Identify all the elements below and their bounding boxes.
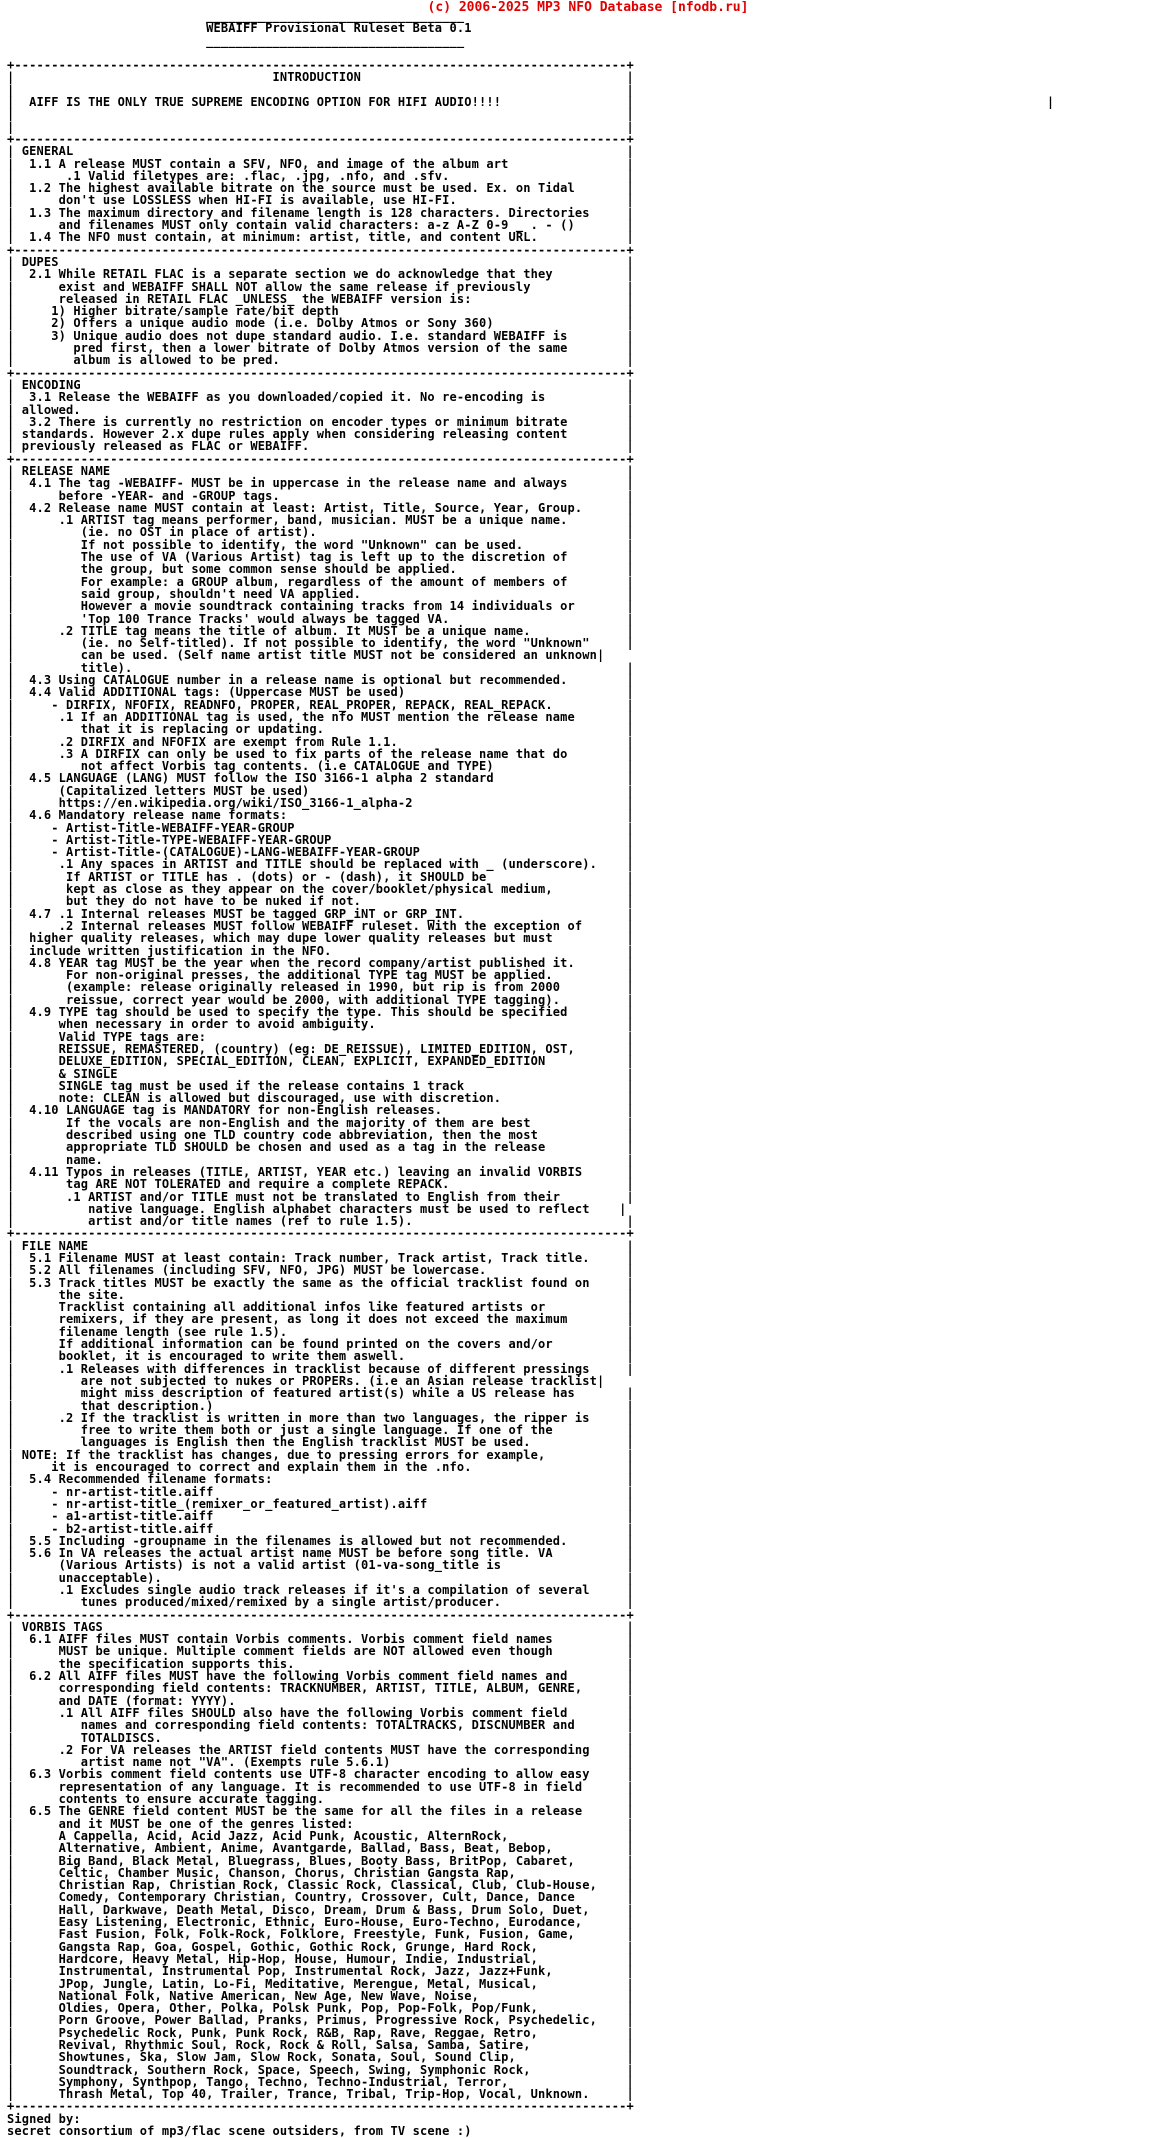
nfo-line: | GENERAL |	[7, 144, 634, 159]
nfo-line: | MUST be unique. Multiple comment fields are NOT allowed even though |	[7, 1644, 634, 1659]
nfo-line: +-----------------------------------------------------------------------------------+	[7, 451, 634, 466]
nfo-line: | Porn Groove, Power Ballad, Pranks, Primus, Progressive Rock, Psychedelic, |	[7, 2013, 634, 2028]
nfo-line: | kept as close as they appear on the cover/booklet/physical medium, |	[7, 882, 634, 897]
nfo-line: | that description.) |	[7, 1398, 634, 1413]
nfo-line: | previously released as FLAC or WEBAIFF. |	[7, 439, 634, 454]
nfo-line: | higher quality releases, which may dupe lower quality releases but must |	[7, 931, 634, 946]
nfo-line: | .1 Excludes single audio track releases if it's a compilation of several |	[7, 1583, 634, 1597]
nfo-line: | DUPES |	[7, 254, 634, 269]
nfo-line: +-----------------------------------------------------------------------------------+	[7, 1226, 634, 1241]
nfo-document	[7, 10, 1054, 2137]
nfo-line: | .2 TITLE tag means the title of album. It MUST be a unique name. |	[7, 623, 634, 638]
nfo-line: | 2.1 While RETAIL FLAC is a separate section we do acknowledge that they |	[7, 267, 634, 282]
nfo-line: | artist name not "VA". (Exempts rule 5.6.1) |	[7, 1755, 634, 1770]
nfo-line: +-----------------------------------------------------------------------------------+	[7, 1607, 634, 1622]
nfo-line: | Oldies, Opera, Other, Polka, Polsk Punk, Pop, Pop-Folk, Pop/Funk, |	[7, 2001, 634, 2016]
nfo-line: | described using one TLD country code abbreviation, then the most |	[7, 1128, 634, 1143]
nfo-line: | Valid TYPE tags are: |	[7, 1029, 634, 1044]
nfo-line: | 4.9 TYPE tag should be used to specify the type. This should be specified |	[7, 1005, 634, 1020]
nfo-line: | If not possible to identify, the word "Unknown" can be used. |	[7, 537, 634, 552]
nfo-line: | 1) Higher bitrate/sample rate/bit depth |	[7, 304, 634, 319]
nfo-line: | native language. English alphabet characters must be used to reflect |	[7, 1201, 627, 1216]
nfo-line: | SINGLE tag must be used if the release contains 1 track |	[7, 1078, 634, 1093]
nfo-line: | 6.2 All AIFF files MUST have the following Vorbis comment field names and |	[7, 1669, 634, 1684]
nfo-line: | appropriate TLD SHOULD be chosen and used as a tag in the release |	[7, 1140, 634, 1155]
nfo-line: | 5.3 Track titles MUST be exactly the same as the official tracklist found on |	[7, 1275, 634, 1290]
nfo-line: | languages is English then the English tracklist MUST be used. |	[7, 1435, 634, 1450]
nfo-line: | note: CLEAN is allowed but discouraged, use with discretion. |	[7, 1091, 634, 1106]
nfo-line: | Instrumental, Instrumental Pop, Instrumental Rock, Jazz, Jazz+Funk, |	[7, 1964, 634, 1979]
nfo-line: | corresponding field contents: TRACKNUMBER, ARTIST, TITLE, ALBUM, GENRE, |	[7, 1681, 634, 1696]
nfo-line: | - b2-artist-title.aiff |	[7, 1521, 634, 1536]
nfo-line: | Big Band, Black Metal, Bluegrass, Blues, Booty Bass, BritPop, Cabaret, |	[7, 1853, 634, 1868]
nfo-line: | 6.5 The GENRE field content MUST be the same for all the files in a release |	[7, 1804, 634, 1819]
nfo-line: | TOTALDISCS. |	[7, 1730, 634, 1745]
nfo-line: | filename length (see rule 1.5). |	[7, 1324, 634, 1339]
nfo-line: +-----------------------------------------------------------------------------------+	[7, 131, 634, 146]
nfo-line: | - nr-artist-title.aiff |	[7, 1484, 634, 1499]
nfo-line: | 4.4 Valid ADDITIONAL tags: (Uppercase MUST be used) |	[7, 685, 634, 700]
nfo-line: | |	[7, 82, 634, 97]
nfo-line: | exist and WEBAIFF SHALL NOT allow the same release if previously |	[7, 279, 634, 294]
nfo-line: | 5.1 Filename MUST at least contain: Track number, Track artist, Track title. |	[7, 1250, 634, 1265]
nfo-line: | before -YEAR- and -GROUP tags. |	[7, 488, 634, 503]
nfo-line: | 2) Offers a unique audio mode (i.e. Dolby Atmos or Sony 360) |	[7, 316, 634, 331]
nfo-line: | don't use LOSSLESS when HI-FI is available, use HI-FI. |	[7, 193, 634, 208]
nfo-line: | .1 ARTIST tag means performer, band, musician. MUST be a unique name. |	[7, 513, 634, 528]
nfo-line: | but they do not have to be nuked if not. |	[7, 894, 634, 909]
nfo-line: | 6.1 AIFF files MUST contain Vorbis comments. Vorbis comment field names |	[7, 1632, 634, 1647]
nfo-line: +-----------------------------------------------------------------------------------+	[7, 58, 634, 73]
nfo-line: | INTRODUCTION |	[7, 70, 634, 85]
nfo-line: | 5.5 Including -groupname in the filenames is allowed but not recommended. |	[7, 1533, 634, 1548]
nfo-line: | the group, but some common sense should be applied. |	[7, 562, 634, 577]
nfo-line: | tunes produced/mixed/remixed by a single artist/producer. |	[7, 1595, 634, 1610]
nfo-line: | However a movie soundtrack containing tracks from 14 individuals or |	[7, 599, 634, 614]
nfo-line: | Comedy, Contemporary Christian, Country, Crossover, Cult, Dance, Dance |	[7, 1890, 634, 1905]
nfo-line: | .1 If an ADDITIONAL tag is used, the nfo MUST mention the release name |	[7, 709, 634, 724]
nfo-line: | .2 DIRFIX and NFOFIX are exempt from Rule 1.1. |	[7, 734, 634, 749]
nfo-line: | 1.4 The NFO must contain, at minimum: artist, title, and content URL. |	[7, 230, 634, 245]
nfo-line: | DELUXE_EDITION, SPECIAL_EDITION, CLEAN, EXPLICIT, EXPANDED_EDITION |	[7, 1054, 634, 1069]
nfo-line: | RELEASE NAME |	[7, 463, 634, 478]
nfo-line: | Easy Listening, Electronic, Ethnic, Euro-House, Euro-Techno, Eurodance, |	[7, 1915, 634, 1930]
nfo-line: | include written justification in the NFO. |	[7, 943, 634, 958]
nfo-line: | 3.2 There is currently no restriction on encoder types or minimum bitrate |	[7, 414, 634, 429]
nfo-line: | Thrash Metal, Top 40, Trailer, Trance, Tribal, Trip-Hop, Vocal, Unknown. |	[7, 2087, 634, 2102]
nfo-line: | 3) Unique audio does not dupe standard audio. I.e. standard WEBAIFF is |	[7, 328, 634, 343]
nfo-line: | For example: a GROUP album, regardless of the amount of members of |	[7, 574, 634, 589]
nfo-line: | Soundtrack, Southern Rock, Space, Speech, Swing, Symphonic Rock, |	[7, 2062, 634, 2077]
nfo-line: | that it is replacing or updating. |	[7, 722, 634, 737]
nfo-line: | album is allowed to be pred. |	[7, 353, 634, 368]
nfo-line: | it is encouraged to correct and explain them in the .nfo. |	[7, 1460, 634, 1475]
nfo-line: | the site. |	[7, 1287, 634, 1302]
nfo-line: | the specification supports this. |	[7, 1656, 634, 1671]
nfo-line: | (ie. no Self-titled). If not possible to identify, the word "Unknown" |	[7, 636, 634, 651]
nfo-line: | (Capitalized letters MUST be used) |	[7, 783, 634, 798]
nfo-line: | Symphony, Synthpop, Tango, Techno, Techno-Industrial, Terror, |	[7, 2074, 634, 2089]
nfo-line: | title). |	[7, 660, 634, 675]
nfo-line: | 5.6 In VA releases the actual artist name MUST be before song title. VA |	[7, 1546, 634, 1561]
nfo-line: ___________________________________	[7, 33, 465, 48]
nfo-line: | ENCODING |	[7, 377, 634, 392]
nfo-line: | name. |	[7, 1152, 634, 1167]
nfo-line: | 4.7 .1 Internal releases MUST be tagged GRP_iNT or GRP_INT. |	[7, 906, 634, 921]
nfo-line: | .3 A DIRFIX can only be used to fix parts of the release name that do |	[7, 746, 634, 761]
nfo-line: | Alternative, Ambient, Anime, Avantgarde, Ballad, Bass, Beat, Bebop, |	[7, 1841, 634, 1856]
nfo-line: | |	[7, 107, 634, 122]
nfo-line: | - Artist-Title-TYPE-WEBAIFF-YEAR-GROUP |	[7, 832, 634, 847]
nfo-line: | .1 Releases with differences in tracklist because of different pressings |	[7, 1361, 634, 1376]
nfo-line: | 4.5 LANGUAGE (LANG) MUST follow the ISO 3166-1 alpha 2 standard |	[7, 771, 634, 786]
nfo-line: | If the vocals are non-English and the majority of them are best |	[7, 1115, 634, 1130]
nfo-line: | reissue, correct year would be 2000, with additional TYPE tagging). |	[7, 992, 634, 1007]
nfo-line: | VORBIS TAGS |	[7, 1619, 634, 1634]
nfo-line: | and DATE (format: YYYY). |	[7, 1693, 634, 1708]
nfo-line: | names and corresponding field contents: TOTALTRACKS, DISCNUMBER and |	[7, 1718, 634, 1733]
nfo-line: | AIFF IS THE ONLY TRUE SUPREME ENCODING OPTION FOR HIFI AUDIO!!!! | |	[7, 95, 1055, 110]
nfo-line: | https://en.wikipedia.org/wiki/ISO_3166-1_alpha-2 |	[7, 796, 634, 810]
nfo-line: | can be used. (Self name artist title MUST not be considered an unknown|	[7, 648, 605, 663]
nfo-line: | pred first, then a lower bitrate of Dolby Atmos version of the same |	[7, 341, 634, 356]
nfo-line: | .2 If the tracklist is written in more than two languages, the ripper is |	[7, 1410, 634, 1425]
nfo-line: | If additional information can be found printed on the covers and/or |	[7, 1337, 634, 1352]
nfo-line: | Fast Fusion, Folk, Folk-Rock, Folklore, Freestyle, Funk, Fusion, Game, |	[7, 1927, 634, 1942]
nfo-line: | (ie. no OST in place of artist). |	[7, 525, 634, 540]
nfo-line: | artist and/or title names (ref to rule 1.5). |	[7, 1214, 634, 1229]
nfo-line: | 1.2 The highest available bitrate on the source must be used. Ex. on Tidal |	[7, 181, 634, 196]
nfo-line: | Tracklist containing all additional infos like featured artists or |	[7, 1300, 634, 1315]
nfo-line: | 4.6 Mandatory release name formats: |	[7, 808, 634, 823]
nfo-line: | Hardcore, Heavy Metal, Hip-Hop, House, Humour, Indie, Industrial, |	[7, 1951, 634, 1966]
nfo-line: | 1.1 A release MUST contain a SFV, NFO, and image of the album art |	[7, 156, 634, 171]
nfo-line: | A Cappella, Acid, Acid Jazz, Acid Punk, Acoustic, AlternRock, |	[7, 1828, 634, 1843]
nfo-line: | 5.2 All filenames (including SFV, NFO, JPG) MUST be lowercase. |	[7, 1263, 634, 1278]
nfo-line: Signed by:	[7, 2111, 81, 2126]
nfo-line: | free to write them both or just a single language. If one of the |	[7, 1423, 634, 1438]
nfo-line: | and filenames MUST only contain valid characters: a-z A-Z 0-9 _ . - () |	[7, 218, 634, 233]
nfo-line: | Celtic, Chamber Music, Chanson, Chorus, Christian Gangsta Rap, |	[7, 1865, 634, 1880]
nfo-line: | .1 Any spaces in ARTIST and TITLE should be replaced with _ (underscore). |	[7, 857, 634, 872]
nfo-line: | (example: release originally released in 1990, but rip is from 2000 |	[7, 980, 634, 995]
nfo-line: | - Artist-Title-WEBAIFF-YEAR-GROUP |	[7, 820, 634, 835]
nfo-line: | FILE NAME |	[7, 1238, 634, 1253]
nfo-line: secret consortium of mp3/flac scene outsiders, from TV scene :)	[7, 2124, 472, 2138]
nfo-line: | - nr-artist-title_(remixer_or_featured_artist).aiff |	[7, 1496, 634, 1511]
nfo-line: +-----------------------------------------------------------------------------------+	[7, 2099, 634, 2114]
nfo-line: | 4.10 LANGUAGE tag is MANDATORY for non-English releases. |	[7, 1103, 634, 1118]
nfo-line: | .1 All AIFF files SHOULD also have the following Vorbis comment field |	[7, 1705, 634, 1720]
nfo-line: | .1 ARTIST and/or TITLE must not be translated to English from their |	[7, 1189, 634, 1204]
nfo-line: | - Artist-Title-(CATALOGUE)-LANG-WEBAIFF-YEAR-GROUP |	[7, 845, 634, 860]
nfo-line: | might miss description of featured artist(s) while a US release has |	[7, 1386, 634, 1401]
nfo-line: | not affect Vorbis tag contents. (i.e CATALOGUE and TYPE) |	[7, 759, 634, 774]
nfo-line: | - DIRFIX, NFOFIX, READNFO, PROPER, REAL_PROPER, REPACK, REAL_REPACK. |	[7, 697, 634, 712]
nfo-line: | allowed. |	[7, 402, 634, 417]
nfo-line: | Gangsta Rap, Goa, Gospel, Gothic, Gothic Rock, Grunge, Hard Rock, |	[7, 1939, 634, 1954]
nfo-line: | and it MUST be one of the genres listed: |	[7, 1816, 634, 1831]
nfo-line: | contents to ensure accurate tagging. |	[7, 1792, 634, 1807]
nfo-line: | If ARTIST or TITLE has . (dots) or - (dash), it SHOULD be |	[7, 869, 634, 884]
nfo-line: | booklet, it is encouraged to write them aswell. |	[7, 1349, 634, 1364]
nfo-line: | NOTE: If the tracklist has changes, due to pressing errors for example, |	[7, 1447, 634, 1462]
nfo-line: | 4.11 Typos in releases (TITLE, ARTIST, YEAR etc.) leaving an invalid VORBIS |	[7, 1164, 634, 1179]
nfo-line: | Revival, Rhythmic Soul, Rock, Rock & Roll, Salsa, Samba, Satire, |	[7, 2037, 634, 2052]
nfo-line: | Showtunes, Ska, Slow Jam, Slow Rock, Sonata, Soul, Sound Clip, |	[7, 2050, 634, 2065]
nfo-line: | 3.1 Release the WEBAIFF as you downloaded/copied it. No re-encoding is |	[7, 390, 634, 405]
nfo-line: | tag ARE NOT TOLERATED and require a complete REPACK. |	[7, 1177, 634, 1192]
nfo-line: | JPop, Jungle, Latin, Lo-Fi, Meditative, Merengue, Metal, Musical, |	[7, 1976, 634, 1991]
nfo-line: | 4.8 YEAR tag MUST be the year when the record company/artist published it. |	[7, 955, 634, 970]
nfo-line: ___________________________________	[7, 9, 465, 23]
nfo-line: | 6.3 Vorbis comment field contents use UTF-8 character encoding to allow easy |	[7, 1767, 634, 1782]
nfo-line: | unacceptable). |	[7, 1570, 634, 1585]
nfo-line: | |	[7, 119, 634, 134]
nfo-line: | are not subjected to nukes or PROPERs. (i.e an Asian release tracklist|	[7, 1373, 605, 1388]
nfo-line: +-----------------------------------------------------------------------------------+	[7, 365, 634, 380]
nfo-line: | Psychedelic Rock, Punk, Punk Rock, R&B, Rap, Rave, Reggae, Retro, |	[7, 2025, 634, 2040]
nfo-line: | 'Top 100 Trance Tracks' would always be tagged VA. |	[7, 611, 634, 626]
nfo-line: WEBAIFF Provisional Ruleset Beta 0.1	[7, 21, 472, 36]
nfo-line: | & SINGLE |	[7, 1066, 634, 1081]
nfo-line: | .1 Valid filetypes are: .flac, .jpg, .nfo, and .sfv. |	[7, 168, 634, 183]
copyright-notice: (c) 2006-2025 MP3 NFO Database [nfodb.ru]	[427, 0, 749, 15]
nfo-line: | .2 Internal releases MUST follow WEBAIFF ruleset. With the exception of |	[7, 918, 634, 933]
nfo-line: | 1.3 The maximum directory and filename length is 128 characters. Directories |	[7, 205, 634, 220]
nfo-line: | 4.1 The tag -WEBAIFF- MUST be in uppercase in the release name and always |	[7, 476, 634, 491]
nfo-line: | Hall, Darkwave, Death Metal, Disco, Dream, Drum & Bass, Drum Solo, Duet, |	[7, 1902, 634, 1917]
nfo-line: +-----------------------------------------------------------------------------------+	[7, 242, 634, 257]
nfo-line: | - a1-artist-title.aiff |	[7, 1509, 634, 1524]
nfo-line: | For non-original presses, the additional TYPE tag MUST be applied. |	[7, 968, 634, 983]
nfo-line: | (Various Artists) is not a valid artist (01-va-song_title is |	[7, 1558, 634, 1573]
nfo-line: | 4.2 Release name MUST contain at least: Artist, Title, Source, Year, Group. |	[7, 500, 634, 515]
nfo-line: | representation of any language. It is recommended to use UTF-8 in field |	[7, 1779, 634, 1794]
nfo-line: | Christian Rap, Christian Rock, Classic Rock, Classical, Club, Club-House, |	[7, 1878, 634, 1893]
nfo-line: | standards. However 2.x dupe rules apply when considering releasing content |	[7, 427, 634, 442]
nfo-line: | National Folk, Native American, New Age, New Wave, Noise, |	[7, 1988, 634, 2003]
nfo-line: | REISSUE, REMASTERED, (country) (eg: DE_REISSUE), LIMITED_EDITION, OST, |	[7, 1041, 634, 1056]
nfo-line: | when necessary in order to avoid ambiguity. |	[7, 1017, 634, 1032]
nfo-line: | 4.3 Using CATALOGUE number in a release name is optional but recommended. |	[7, 673, 634, 688]
nfo-line: | said group, shouldn't need VA applied. |	[7, 586, 634, 601]
nfo-line: | 5.4 Recommended filename formats: |	[7, 1472, 634, 1487]
nfo-line: | remixers, if they are present, as long it does not exceed the maximum |	[7, 1312, 634, 1327]
nfo-line: | The use of VA (Various Artist) tag is left up to the discretion of |	[7, 550, 634, 565]
nfo-line: | .2 For VA releases the ARTIST field contents MUST have the corresponding |	[7, 1742, 634, 1757]
nfo-line: | released in RETAIL FLAC _UNLESS_ the WEBAIFF version is: |	[7, 291, 634, 306]
